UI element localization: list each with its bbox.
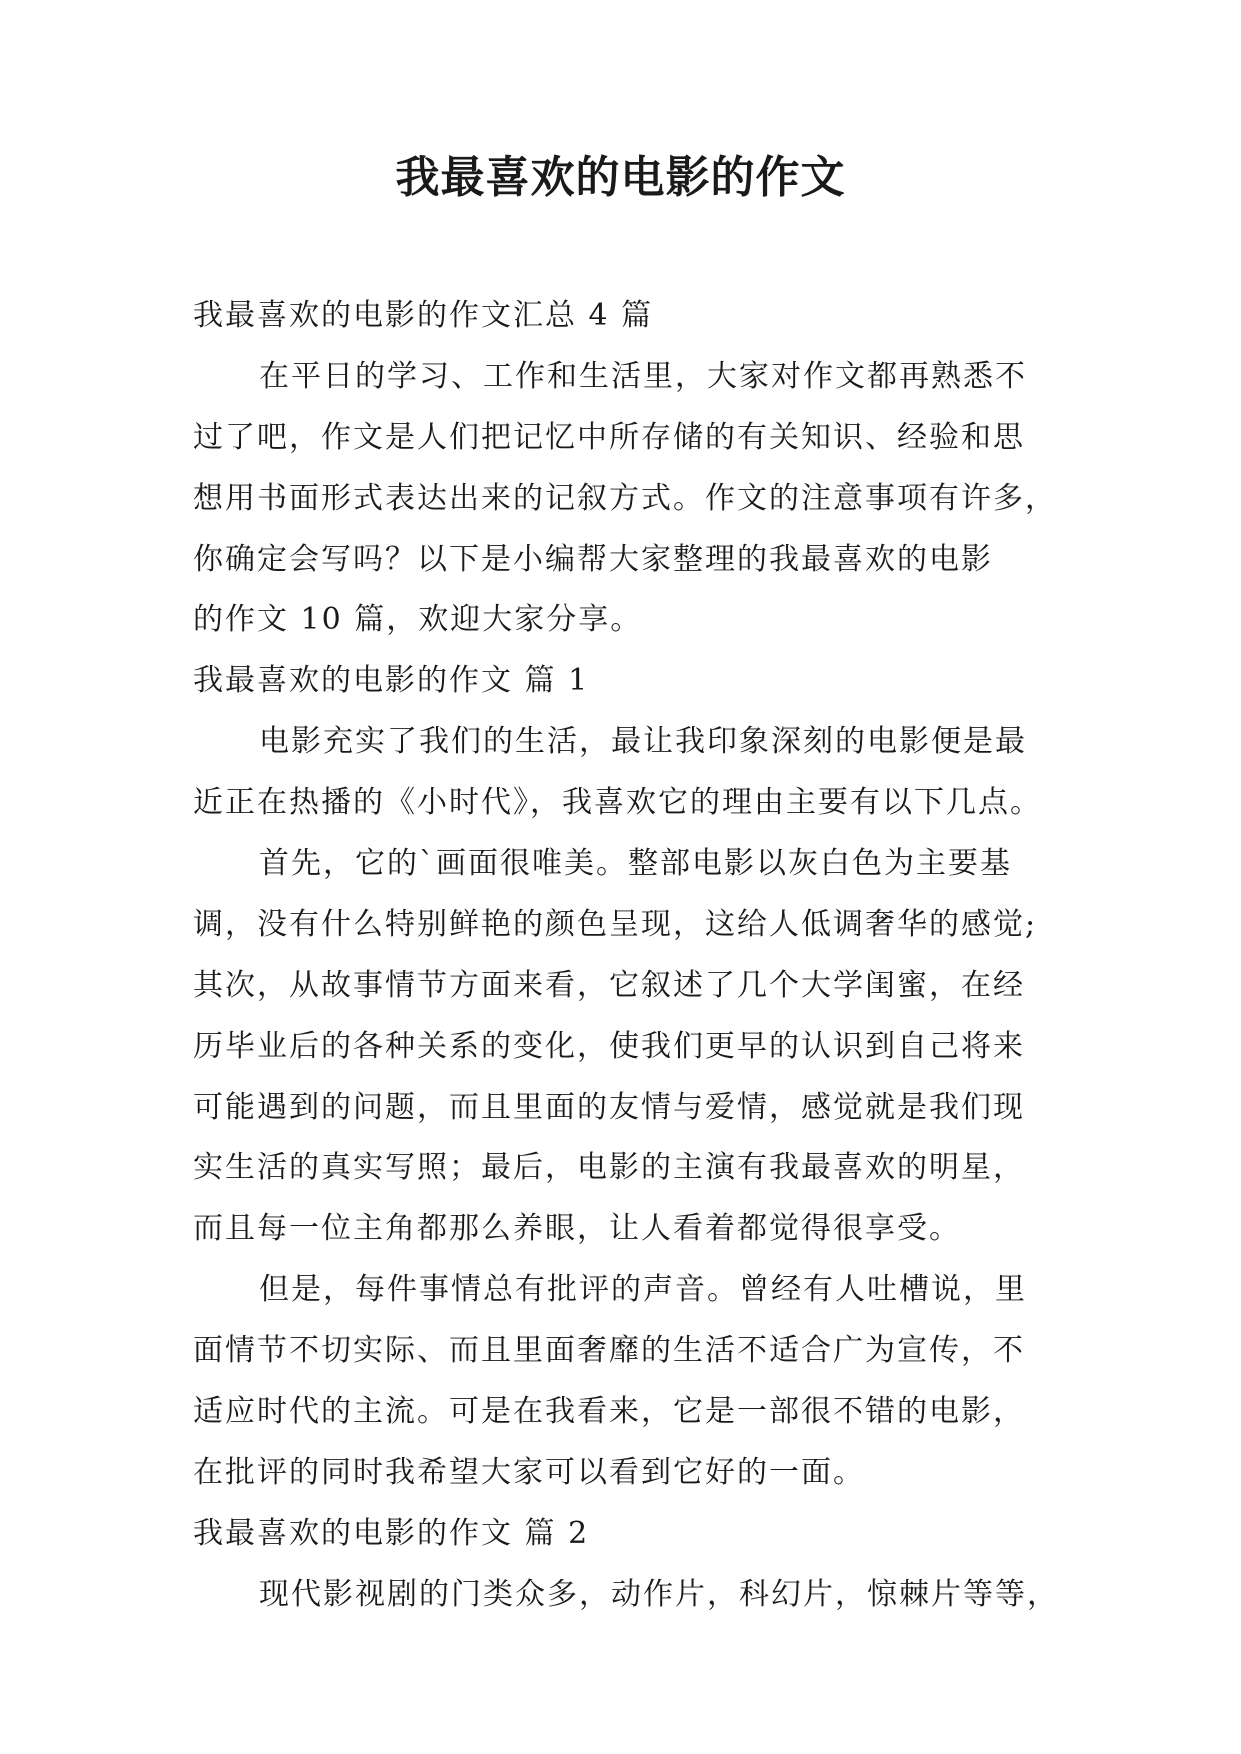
essay-1-paragraph-line: 实生活的真实写照；最后，电影的主演有我最喜欢的明星， bbox=[193, 1150, 1025, 1186]
essay-2-heading: 我最喜欢的电影的作文 篇 2 bbox=[193, 1515, 590, 1551]
essay-1-paragraph-line: 在批评的同时我希望大家可以看到它好的一面。 bbox=[193, 1454, 865, 1490]
essay-2-paragraph-line: 现代影视剧的门类众多，动作片，科幻片，惊棘片等等， bbox=[259, 1576, 1059, 1612]
intro-paragraph-line: 过了吧，作文是人们把记忆中所存储的有关知识、经验和思 bbox=[193, 419, 1025, 455]
essay-1-paragraph-line: 调，没有什么特别鲜艳的颜色呈现，这给人低调奢华的感觉; bbox=[193, 906, 1038, 942]
intro-paragraph-line: 的作文 10 篇，欢迎大家分享。 bbox=[193, 602, 643, 638]
essay-1-paragraph-line: 近正在热播的《小时代》，我喜欢它的理由主要有以下几点。 bbox=[193, 785, 1042, 821]
document-title: 我最喜欢的电影的作文 bbox=[395, 152, 846, 203]
essay-1-paragraph-line: 可能遇到的问题，而且里面的友情与爱情，感觉就是我们现 bbox=[193, 1089, 1025, 1125]
essay-1-paragraph-line: 首先，它的`画面很唯美。整部电影以灰白色为主要基 bbox=[259, 846, 1012, 882]
essay-1-paragraph-line: 其次，从故事情节方面来看，它叙述了几个大学闺蜜，在经 bbox=[193, 967, 1025, 1003]
essay-1-paragraph-line: 而且每一位主角都那么养眼，让人看着都觉得很享受。 bbox=[193, 1211, 961, 1247]
intro-paragraph-line: 在平日的学习、工作和生活里，大家对作文都再熟悉不 bbox=[259, 358, 1027, 394]
intro-paragraph-line: 你确定会写吗？以下是小编帮大家整理的我最喜欢的电影 bbox=[193, 541, 993, 577]
intro-paragraph-line: 想用书面形式表达出来的记叙方式。作文的注意事项有许多， bbox=[193, 480, 1057, 516]
essay-1-paragraph-line: 但是，每件事情总有批评的声音。曾经有人吐槽说，里 bbox=[259, 1272, 1027, 1308]
essay-1-heading: 我最喜欢的电影的作文 篇 1 bbox=[193, 663, 590, 699]
essay-1-paragraph-line: 面情节不切实际、而且里面奢靡的生活不适合广为宣传，不 bbox=[193, 1333, 1025, 1369]
document-body bbox=[193, 286, 1059, 1626]
essay-1-paragraph-line: 适应时代的主流。可是在我看来，它是一部很不错的电影， bbox=[193, 1394, 1025, 1430]
summary-heading: 我最喜欢的电影的作文汇总 4 篇 bbox=[193, 298, 654, 333]
essay-1-paragraph-line: 电影充实了我们的生活，最让我印象深刻的电影便是最 bbox=[259, 724, 1027, 760]
essay-1-paragraph-line: 历毕业后的各种关系的变化，使我们更早的认识到自己将来 bbox=[193, 1028, 1025, 1064]
